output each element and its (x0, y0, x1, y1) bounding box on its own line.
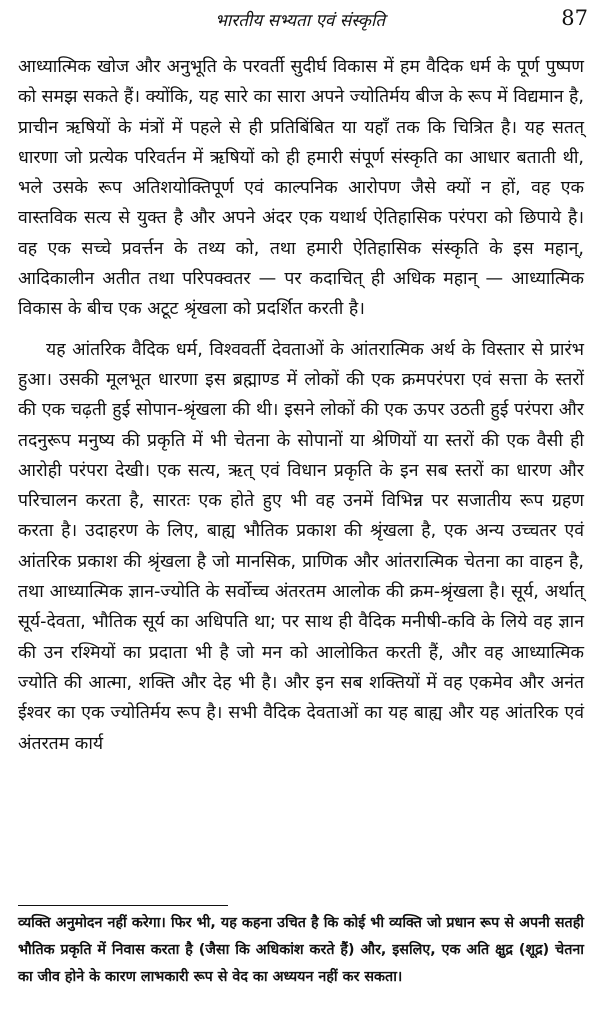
running-head (0, 6, 600, 36)
paragraph: आध्यात्मिक खोज और अनुभूति के परवर्ती सुदीर्घ विकास में हम वैदिक धर्म के पूर्ण पुष्पण को समझ सकते हैं। क्योंकि, यह सारे का सारा अपने ज्योतिर्मय बीज के रूप में विद्यमान है, प्राचीन ऋषियों के मंत्रों में पहले से ही प्रतिबिंबित या यहाँ तक कि चित्रित है। यह सतत् धारणा जो प्रत्येक परिवर्तन में ऋषियों को ही हमारी संपूर्ण संस्कृति का आधार बताती थी, भले उसके रूप अतिशयोक्तिपूर्ण एवं काल्पनिक आरोपण जैसे क्यों न हों, वह एक वास्तविक सत्य से युक्त है और अपने अंदर एक यथार्थ ऐतिहासिक परंपरा को छिपाये है। वह एक सच्चे प्रवर्त्तन के तथ्य को, तथा हमारी ऐतिहासिक संस्कृति के इस महान्, आदिकालीन अतीत तथा परिपक्वतर — पर कदाचित् ही अधिक महान् — आध्यात्मिक विकास के बीच एक अटूट श्रृंखला को प्रदर्शित करती है। (18, 57, 584, 320)
footnote: व्यक्ति अनुमोदन नहीं करेगा। फिर भी, यह कहना उचित है कि कोई भी व्यक्ति जो प्रधान रूप से अपनी सतही भौतिक प्रकृति में निवास करता है (जैसा कि अधिकांश करते हैं) और, इसलिए, एक अति क्षुद्र (शूद्र) चेतना का जीव होने के कारण लाभकारी रूप से वेद का अध्ययन नहीं कर सकता। (18, 915, 584, 985)
page-number: 87 (561, 6, 588, 30)
footnote-divider (18, 905, 228, 906)
main-text (18, 52, 584, 759)
paragraph: यह आंतरिक वैदिक धर्म, विश्ववर्ती देवताओं के आंतरात्मिक अर्थ के विस्तार से प्रारंभ हुआ। उसकी मूलभूत धारणा इस ब्रह्माण्ड में लोकों की एक क्रमपरंपरा एवं सत्ता के स्तरों की एक चढ़ती हुई सोपान-श्रृंखला की थी। इसने लोकों की एक ऊपर उठती हुई परंपरा और तदनुरूप मनुष्य की प्रकृति में भी चेतना के सोपानों या श्रेणियों या स्तरों की एक वैसी ही आरोही परंपरा देखी। एक सत्य, ऋत् एवं विधान प्रकृति के इन सब स्तरों का धारण और परिचालन करता है, सारतः एक होते हुए भी वह उनमें विभिन्न पर सजातीय रूप ग्रहण करता है। उदाहरण के लिए, बाह्य भौतिक प्रकाश की श्रृंखला है, एक अन्य उच्चतर एवं आंतरिक प्रकाश की श्रृंखला है जो मानसिक, प्राणिक और आंतरात्मिक चेतना का वाहन है, तथा आध्यात्मिक ज्ञान-ज्योति के सर्वोच्च अंतरतम आलोक की क्रम-श्रृंखला है। सूर्य, अर्थात् सूर्य-देवता, भौतिक सूर्य का अधिपति था; पर साथ ही वैदिक मनीषी-कवि के लिये वह ज्ञान की उन रश्मियों का प्रदाता भी है जो मन को आलोकित करती हैं, और वह आध्यात्मिक ज्योति की आत्मा, शक्ति और देह भी है। और इन सब शक्तियों में वह एकमेव और अनंत ईश्वर का एक ज्योतिर्मय रूप है। सभी वैदिक देवताओं का यह बाह्य और यह आंतरिक एवं अंतरतम कार्य (18, 339, 584, 754)
running-title: भारतीय सभ्यता एवं संस्कृति (214, 11, 386, 31)
